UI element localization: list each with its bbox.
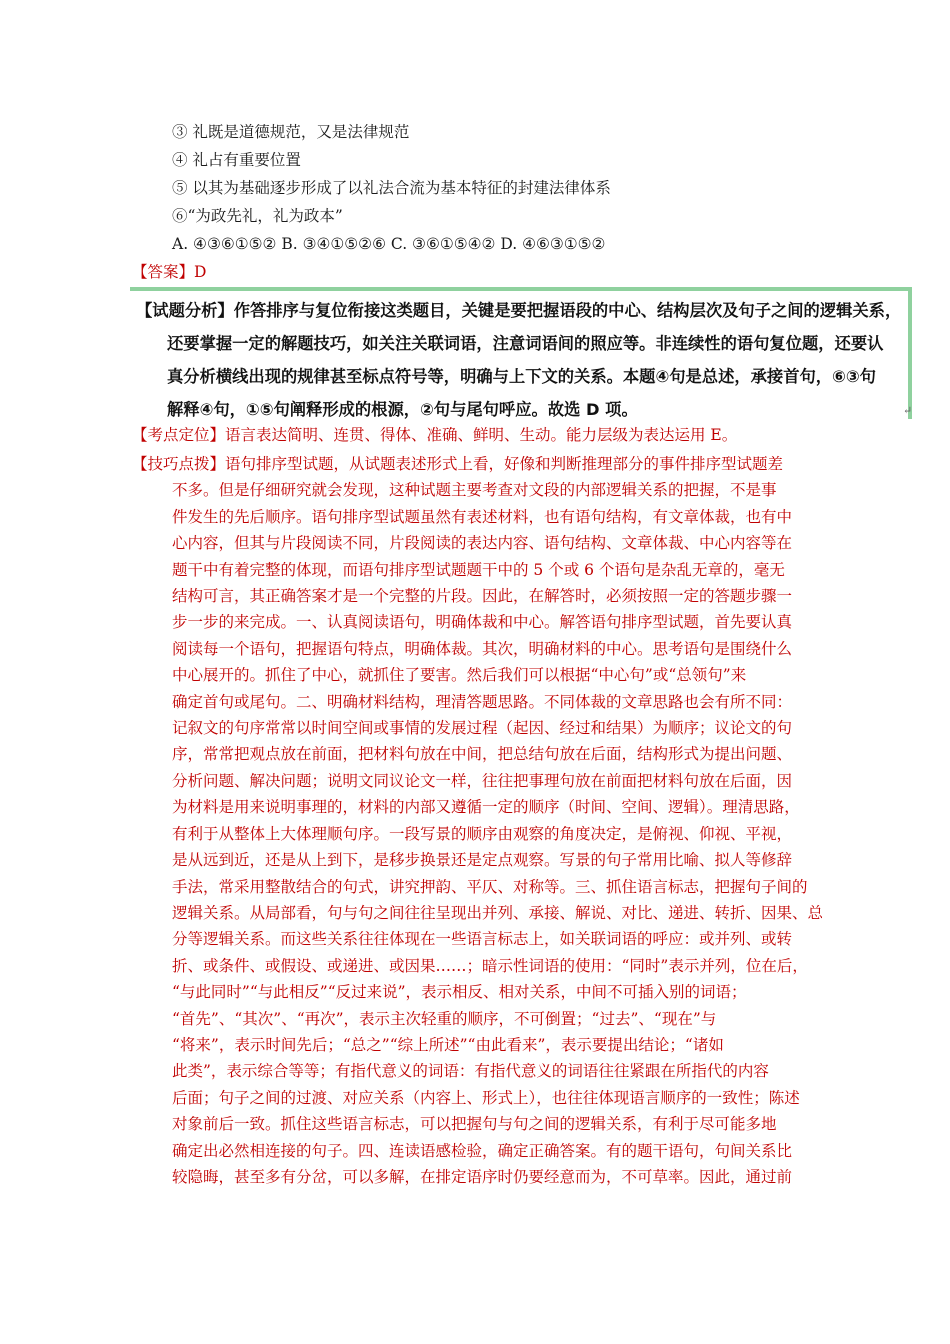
tip-line: 手法，常采用整散结合的句式，讲究押韵、平仄、对称等。三、抓住语言标志，把握句子间的 <box>172 877 808 896</box>
tip-line: 分等逻辑关系。而这些关系往往体现在一些语言标志上，如关联词语的呼应：或并列、或转 <box>172 930 793 949</box>
tip-line: 此类”，表示综合等等；有指代意义的词语：有指代意义的词语往往紧跟在所指代的内容 <box>172 1062 769 1081</box>
option-6: ⑥“为政先礼，礼为政本” <box>172 207 343 225</box>
tip-line: 【技巧点拨】语句排序型试题，从试题表述形式上看，好像和判断推理部分的事件排序型试题差 <box>132 455 784 473</box>
analysis-line: 真分析横线出现的规律甚至标点符号等，明确与上下文的关系。本题④句是总述，承接首句，⑥③句 <box>167 367 876 386</box>
tip-line: 较隐晦，甚至多有分岔，可以多解，在排定语序时仍要经意而为，不可草率。因此，通过前 <box>172 1167 793 1186</box>
answer-line <box>132 262 206 282</box>
answer-choices: A. ④③⑥①⑤② B. ③④①⑤②⑥ C. ③⑥①⑤④② D. ④⑥③①⑤② <box>172 235 606 253</box>
tip-line: 阅读每一个语句，把握语句特点，明确体裁。其次，明确材料的中心。思考语句是围绕什么 <box>172 639 793 658</box>
tip-line: 后面；句子之间的过渡、对应关系（内容上、形式上），也往往体现语言顺序的一致性；陈述 <box>172 1088 800 1107</box>
tip-line: 序，常常把观点放在前面，把材料句放在中间，把总结句放在后面，结构形式为提出问题、 <box>172 745 793 764</box>
option-5: ⑤ 以其为基础逐步形成了以礼法合流为基本特征的封建法律体系 <box>172 179 611 197</box>
tip-line: 中心展开的。抓住了中心，就抓住了要害。然后我们可以根据“中心句”或“总领句”来 <box>172 666 747 685</box>
tip-line: “与此同时”“与此相反”“反过来说”，表示相反、相对关系，中间不可插入别的词语； <box>172 983 747 1002</box>
option-3: ③ 礼既是道德规范，又是法律规范 <box>172 123 410 141</box>
tips-section <box>132 451 832 1190</box>
tip-line: 折、或条件、或假设、或递进、或因果……；暗示性词语的使用：“同时”表示并列，位在后， <box>172 956 808 975</box>
tip-line: 不多。但是仔细研究就会发现，这种试题主要考查对文段的内部逻辑关系的把握，不是事 <box>172 481 777 500</box>
paragraph-mark-icon: ↵ <box>903 404 913 417</box>
answer-value: D <box>194 263 207 281</box>
analysis-line: 【试题分析】作答排序与复位衔接这类题目，关键是要把握语段的中心、结构层次及句子之间的逻辑关系， <box>136 301 902 320</box>
tip-line: 步一步的来完成。一、认真阅读语句，明确体裁和中心。解答语句排序型试题，首先要认真 <box>172 613 793 632</box>
option-4: ④ 礼占有重要位置 <box>172 151 301 169</box>
tip-line: 结构可言，其正确答案才是一个完整的片段。因此，在解答时，必须按照一定的答题步骤一 <box>172 587 793 606</box>
tip-line: 有利于从整体上大体理顺句序。一段写景的顺序由观察的角度决定，是俯视、仰视、平视， <box>172 824 793 843</box>
tip-line: “首先”、“其次”、“再次”，表示主次轻重的顺序，不可倒置；“过去”、“现在”与 <box>172 1009 717 1028</box>
tip-line: 为材料是用来说明事理的，材料的内部又遵循一定的顺序（时间、空间、逻辑）。理清思路， <box>172 798 800 817</box>
tip-line: “将来”，表示时间先后；“总之”“综上所述”“由此看来”，表示要提出结论；“诸如 <box>172 1035 724 1054</box>
analysis-line: 解释④句，①⑤句阐释形成的根源，②句与尾句呼应。故选 D 项。 <box>167 400 638 419</box>
tip-line: 逻辑关系。从局部看，句与句之间往往呈现出并列、承接、解说、对比、递进、转折、因果、总 <box>172 903 824 922</box>
point-location: 【考点定位】语言表达简明、连贯、得体、准确、鲜明、生动。能力层级为表达运用 E。 <box>132 426 738 444</box>
analysis-line: 还要掌握一定的解题技巧，如关注关联词语，注意词语间的照应等。非连续性的语句复位题，还要认 <box>167 334 884 353</box>
tip-line: 是从远到近，还是从上到下，是移步换景还是定点观察。写景的句子常用比喻、拟人等修辞 <box>172 851 793 870</box>
analysis-section <box>136 294 906 426</box>
tip-line: 确定首句或尾句。二、明确材料结构，理清答题思路。不同体裁的文章思路也会有所不同： <box>172 692 793 711</box>
answer-label: 【答案】 <box>132 263 195 281</box>
tip-line: 分析问题、解决问题；说明文同议论文一样，往往把事理句放在前面把材料句放在后面，因 <box>172 771 793 790</box>
tip-line: 确定出必然相连接的句子。四、连读语感检验，确定正确答案。有的题干语句，句间关系比 <box>172 1141 793 1160</box>
tip-line: 心内容，但其与片段阅读不同，片段阅读的表达内容、语句结构、文章体裁、中心内容等在 <box>172 534 793 553</box>
tip-line: 对象前后一致。抓住这些语言标志，可以把握句与句之间的逻辑关系，有利于尽可能多地 <box>172 1115 777 1134</box>
tip-line: 题干中有着完整的体现，而语句排序型试题题干中的 5 个或 6 个语句是杂乱无章的，毫无 <box>172 560 785 579</box>
tip-line: 件发生的先后顺序。语句排序型试题虽然有表述材料，也有语句结构，有文章体裁，也有中 <box>172 507 793 526</box>
tip-line: 记叙文的句序常常以时间空间或事情的发展过程（起因、经过和结果）为顺序；议论文的句 <box>172 719 793 738</box>
